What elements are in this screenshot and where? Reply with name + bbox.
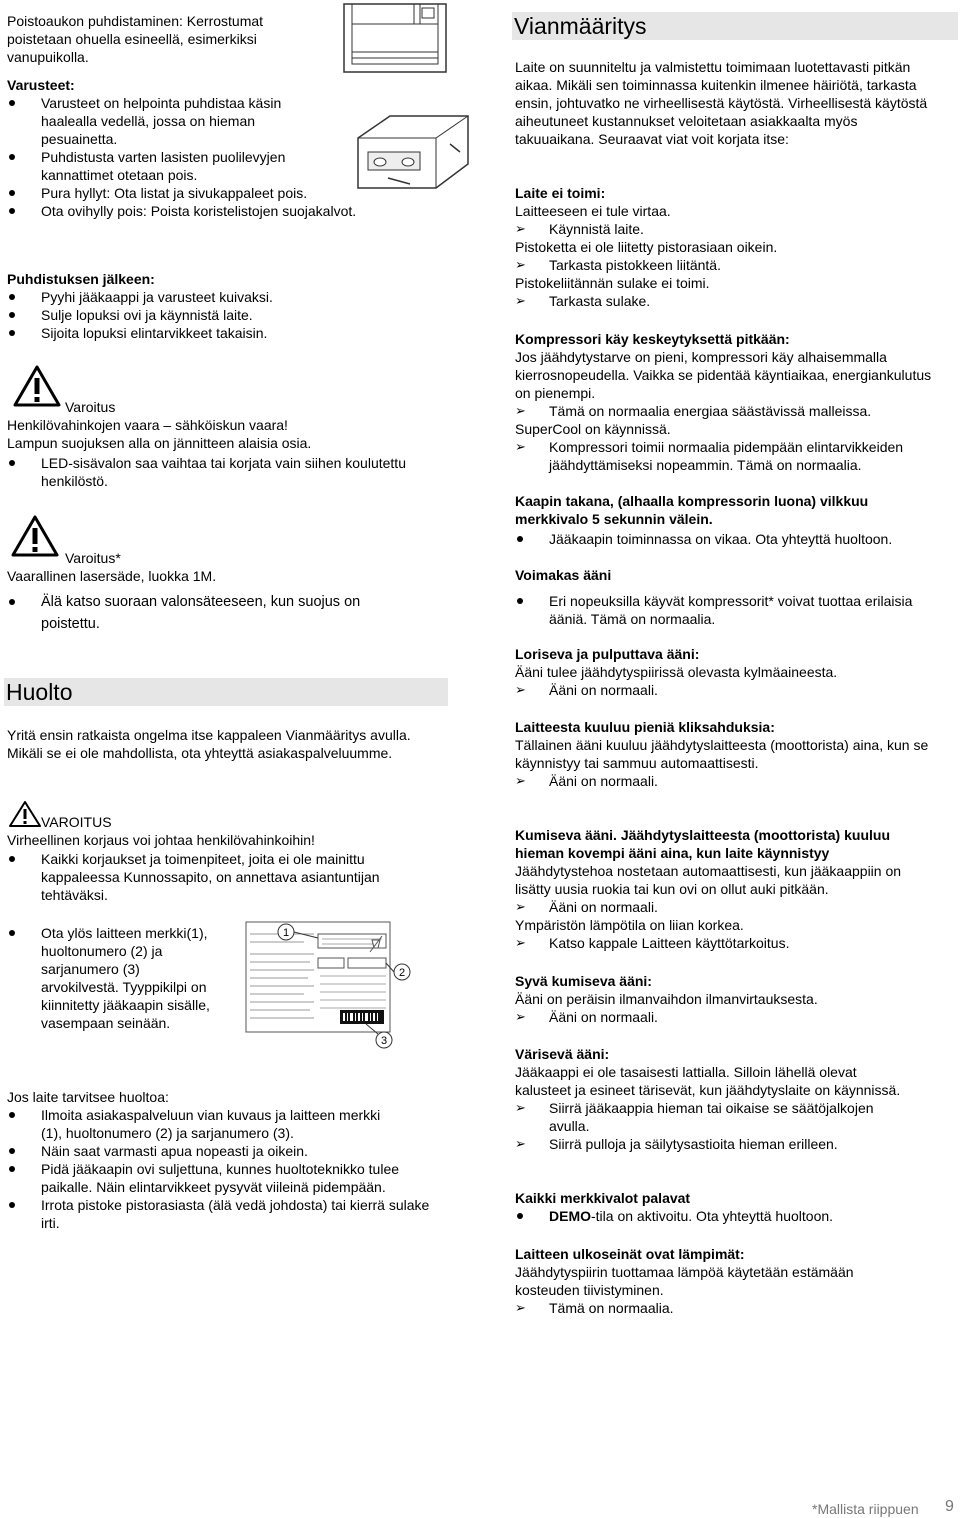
page-number: 9 [945, 1498, 954, 1515]
accessories-title: Varusteet: [7, 77, 75, 93]
huolto-list [7, 924, 213, 1032]
list-item: Sulje lopuksi ovi ja käynnistä laite. [7, 306, 447, 324]
list-item: ➢ Kompressori toimii normaalia pidempään elintarvikkeiden jäähdyttämiseksi nopeammin. Tämä on normaalia. [515, 439, 904, 473]
list-item: Pura hyllyt: Ota listat ja sivukappaleet pois. [7, 184, 317, 202]
list-item: Ota ylös laitteen merkki(1), huoltonumero (2) ja sarjanumero (3) arvokilvestä. Tyyppikilpi on kiinnitetty jääkaapin sisälle, vasempaan seinään. [7, 924, 213, 1032]
section-compressor-running: Kompressori käy keskeytyksettä pitkään: Jos jäähdytystarve on pieni, kompressori käy alhaisemmalla kierrosnopeudella. Vaikka se pidentää käyntiaikaa, energiankulutus on pienempi. ➢ Tämä on normaalia energiaa säästävissä malleissa. SuperCool on käynnissä. ➢ Kompressori toimii normaalia pidempään elintarvikkeiden jäähdyttämiseksi nopeammin. Tämä on normaalia. [515, 330, 940, 474]
after-cleaning-title: Puhdistuksen jälkeen: [7, 271, 155, 287]
section-heading-vianmaaritys: Vianmääritys [512, 12, 958, 40]
section-loud-noise: Voimakas ääni Eri nopeuksilla käyvät kompressorit* voivat tuottaa erilaisia ääniä. Tämä on normaalia. [515, 566, 940, 628]
list-item: Pidä jääkaapin ovi suljettuna, kunnes huoltoteknikko tulee paikalle. Näin elintarvikkeet pysyvät viileinä pidempään. [7, 1160, 447, 1196]
section-device-not-working: Laite ei toimi: Laitteeseen ei tule virtaa. ➢ Käynnistä laite. Pistoketta ei ole liitetty pistorasiaan oikein. ➢ Tarkasta pistokkeen liitäntä. Pistokeliitännän sulake ei toimi. ➢ Tarkasta sulake. [515, 184, 935, 310]
list-item: ➢ Ääni on normaali. [515, 1009, 658, 1025]
section-heading-huolto: Huolto [4, 678, 448, 706]
footer-note: *Mallista riippuen [812, 1501, 919, 1517]
huolto-text: Yritä ensin ratkaista ongelma itse kappaleen Vianmääritys avulla. Mikäli se ei ole mahdollista, ota yhteyttä asiakaspalveluumme. [7, 727, 411, 761]
section-all-lights: Kaikki merkkivalot palavat DEMO-tila on aktivoitu. Ota yhteyttä huoltoon. [515, 1189, 940, 1225]
section-vibrating-noise: Värisevä ääni: Jääkaappi ei ole tasaisesti lattialla. Silloin lähellä olevat kalusteet ja esineet tärisevät, kun jäähdytyslaite on käynnissä. ➢ Siirrä jääkaappia hieman tai oikaise se säätöjalkojen avulla. ➢ Siirrä pulloja ja säilytysastioita hieman erilleen. [515, 1045, 915, 1153]
list-item: LED-sisävalon saa vaihtaa tai korjata vain siihen koulutettu henkilöstö. [7, 454, 421, 490]
list-item: ➢ Tämä on normaalia. [515, 1300, 674, 1316]
section-deep-humming: Syvä kumiseva ääni: Ääni on peräisin ilmanvaihdon ilmanvirtauksesta. ➢ Ääni on normaali. [515, 972, 940, 1026]
list-item: ➢ Tämä on normaalia energiaa säästävissä malleissa. [515, 403, 872, 419]
rating-plate-label: 1 [282, 927, 290, 939]
list-item: Sijoita lopuksi elintarvikkeet takaisin. [7, 324, 447, 342]
service-list [7, 1106, 447, 1232]
list-item: Eri nopeuksilla käyvät kompressorit* voivat tuottaa erilaisia ääniä. Tämä on normaalia. [515, 592, 940, 628]
intro-text: Poistoaukon puhdistaminen: Kerrostumat poistetaan ohuella esineellä, esimerkiksi vanupuikolla. [7, 13, 264, 65]
section-warm-walls: Laitteen ulkoseinät ovat lämpimät: Jäähdytyspiirin tuottamaa lämpöä käytetään estämään kosteuden tiivistyminen. ➢ Tämä on normaalia. [515, 1245, 915, 1317]
warning-text: Vaarallinen lasersäde, luokka 1M. Älä katso suoraan valonsäteeseen, kun suojus on poistettu. [7, 567, 447, 635]
huolto-list [7, 850, 427, 904]
list-item: Pyyhi jääkaappi ja varusteet kuivaksi. [7, 288, 447, 306]
warning-icon [8, 800, 42, 828]
warning-title: Varoitus [65, 399, 116, 415]
list-item: Ilmoita asiakaspalveluun vian kuvaus ja laitteen merkki (1), huoltonumero (2) ja sarjanumero (3). [7, 1106, 391, 1142]
accessories-list [7, 94, 357, 220]
list-item: Puhdistusta varten lasisten puolilevyjen kannattimet otetaan pois. [7, 148, 317, 184]
list-item: ➢ Ääni on normaali. [515, 682, 658, 698]
warning-text: Virheellinen korjaus voi johtaa henkilövahinkoihin! [7, 832, 315, 848]
after-cleaning-list [7, 288, 447, 342]
service-title: Jos laite tarvitsee huoltoa: [7, 1089, 169, 1105]
list-item: ➢ Tarkasta pistokkeen liitäntä. [515, 257, 721, 273]
list-item: Varusteet on helpointa puhdistaa käsin haalealla vedellä, jossa on hieman pesuainetta. [7, 94, 317, 148]
warning-text: Henkilövahinkojen vaara – sähköiskun vaara! Lampun suojuksen alla on jännitteen alaisia osia. LED-sisävalon saa vaihtaa tai korjata vain siihen koulutettu henkilöstö. [7, 416, 447, 490]
list-item: Ota ovihylly pois: Poista koristelistojen suojakalvot. [7, 202, 481, 220]
list-item: ➢ Tarkasta sulake. [515, 293, 651, 309]
section-humming-noise: Kumiseva ääni. Jäähdytyslaitteesta (moottorista) kuuluu hieman kovempi ääni aina, kun laite käynnistyy Jäähdytystehoa nostetaan automaattisesti, kun jääkaappiin on lisätty uusia ruokia tai kun ovi on ollut auki pitkään. ➢ Ääni on normaali. Ympäristön lämpötila on liian korkea. ➢ Katso kappale Laitteen käyttötarkoitus. [515, 826, 940, 952]
warning-icon [10, 514, 60, 558]
list-item: Kaikki korjaukset ja toimenpiteet, joita ei ole mainittu kappaleessa Kunnossapito, on annettava asiantuntijan tehtäväksi. [7, 850, 427, 904]
troubleshooting-intro: Laite on suunniteltu ja valmistettu toimimaan luotettavasti pitkän aikaa. Mikäli sen toiminnassa kuitenkin ilmenee häiriötä, tarkasta ensin, johtuvatko ne virheellisestä käytöstä. Virheellisestä käytöstä aiheutuneet kustannukset veloitetaan asiakkaalta myös takuuaikana. Seuraavat viat voit korjata itse: [515, 59, 928, 147]
list-item: ➢ Ääni on normaali. [515, 899, 658, 915]
rating-plate-label: 3 [380, 1035, 388, 1047]
shelf-illustration [342, 2, 448, 74]
warning-title: VAROITUS [41, 814, 112, 830]
list-item: Älä katso suoraan valonsäteeseen, kun suojus on poistettu. [7, 591, 411, 635]
list-item: ➢ Siirrä jääkaappia hieman tai oikaise se säätöjalkojen avulla. [515, 1100, 874, 1134]
section-gurgling-noise: Loriseva ja pulputtava ääni: Ääni tulee jäähdytyspiirissä olevasta kylmäaineesta. ➢ Ääni on normaali. [515, 645, 940, 699]
list-item: ➢ Käynnistä laite. [515, 221, 644, 237]
warning-title: Varoitus* [65, 550, 121, 566]
section-blinking-light: Kaapin takana, (alhaalla kompressorin luona) vilkkuu merkkivalo 5 sekunnin välein. Jääkaapin toiminnassa on vikaa. Ota yhteyttä huoltoon. [515, 492, 940, 548]
list-item: Näin saat varmasti apua nopeasti ja oikein. [7, 1142, 447, 1160]
list-item: DEMO-tila on aktivoitu. Ota yhteyttä huoltoon. [515, 1207, 940, 1225]
section-clicking-noise: Laitteesta kuuluu pieniä kliksahduksia: Tällainen ääni kuuluu jäähdytyslaitteesta (moottorista) aina, kun se käynnistyy tai sammuu automaattisesti. ➢ Ääni on normaali. [515, 718, 940, 790]
shelf-bracket-illustration [350, 108, 476, 198]
rating-plate-label: 2 [398, 967, 406, 979]
list-item: ➢ Katso kappale Laitteen käyttötarkoitus. [515, 935, 790, 951]
rating-plate-illustration [244, 918, 416, 1050]
list-item: ➢ Siirrä pulloja ja säilytysastioita hieman erilleen. [515, 1136, 838, 1152]
warning-icon [12, 364, 62, 408]
list-item: Irrota pistoke pistorasiasta (älä vedä johdosta) tai kierrä sulake irti. [7, 1196, 441, 1232]
list-item: ➢ Ääni on normaali. [515, 773, 658, 789]
list-item: Jääkaapin toiminnassa on vikaa. Ota yhteyttä huoltoon. [515, 530, 940, 548]
